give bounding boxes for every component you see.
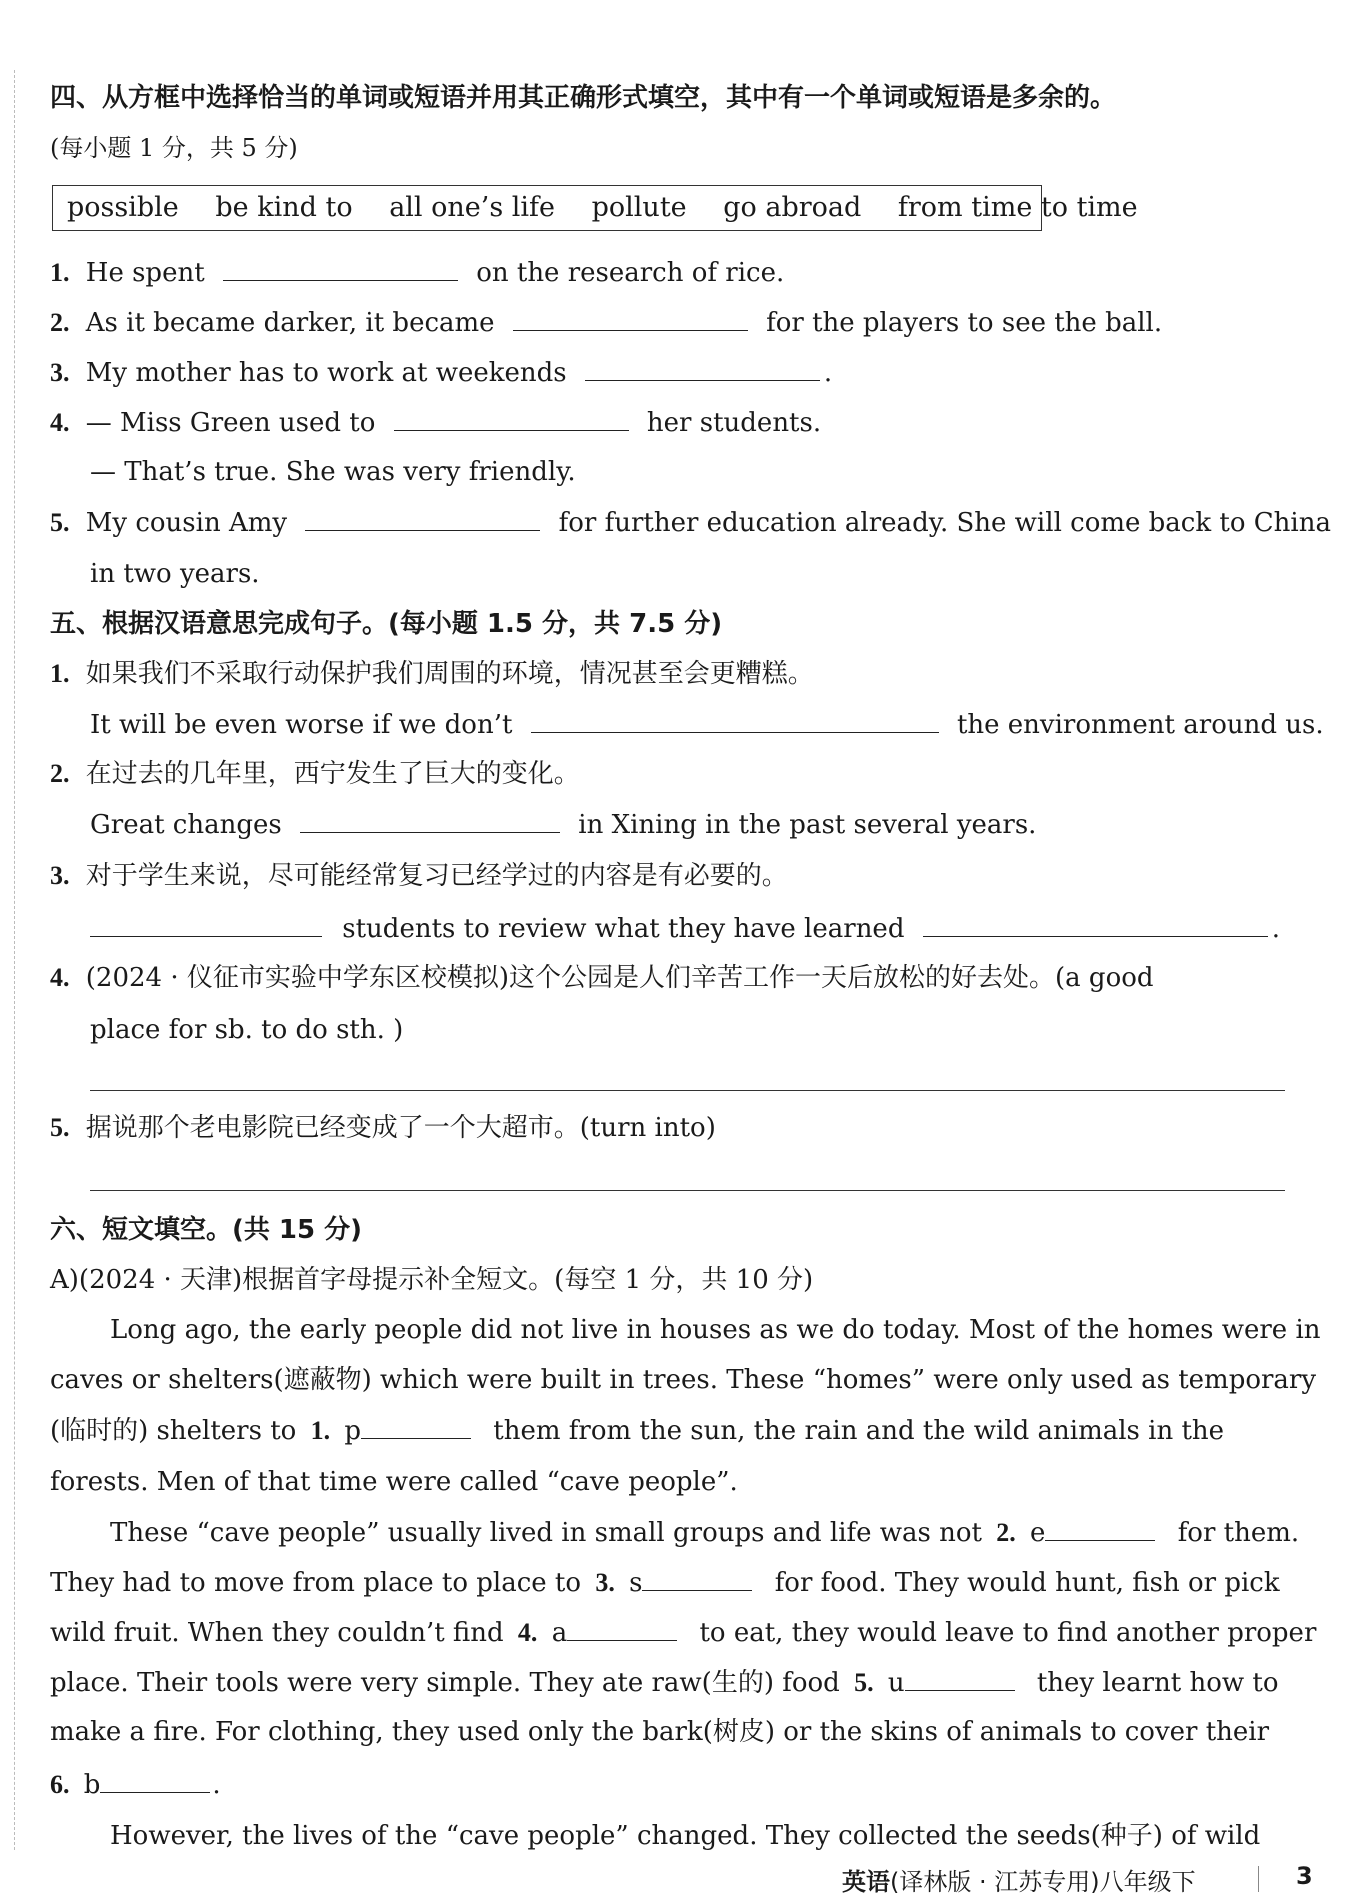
s5-question-3-en: students to review what they have learned . xyxy=(90,912,1280,945)
s5-question-1-en: It will be even worse if we don’t the environment around us. xyxy=(90,710,1324,740)
s4-question-5-cont: in two years. xyxy=(90,559,260,589)
section-6-part-a: A)(2024 · 天津)根据首字母提示补全短文。(每空 1 分，共 10 分) xyxy=(50,1265,814,1295)
passage-line: place. Their tools were very simple. They ate raw(生的) food 5. u they learnt how to xyxy=(50,1668,1279,1698)
passage-line: However, the lives of the “cave people” changed. They collected the seeds(种子) of wild xyxy=(110,1821,1261,1851)
word-option: go abroad xyxy=(723,192,862,223)
s4-question-1: 1. He spent on the research of rice. xyxy=(50,258,785,288)
section-6-title: 六、短文填空。(共 15 分) xyxy=(50,1215,363,1245)
passage-line: Long ago, the early people did not live in houses as we do today. Most of the homes were in xyxy=(110,1315,1321,1345)
s4-question-2: 2. As it became darker, it became for the players to see the ball. xyxy=(50,308,1163,338)
passage-line: forests. Men of that time were called “cave people”. xyxy=(50,1467,738,1497)
s4-question-4: 4. — Miss Green used to her students. xyxy=(50,408,822,438)
passage-line: They had to move from place to place to 3. s for food. They would hunt, fish or pick xyxy=(50,1568,1280,1598)
section-4-score: (每小题 1 分，共 5 分) xyxy=(50,134,298,162)
answer-blank[interactable] xyxy=(100,1768,210,1793)
word-box xyxy=(52,185,1138,231)
answer-blank[interactable] xyxy=(223,256,458,281)
footer-subject: 英语 xyxy=(842,1868,890,1896)
section-4-title: 四、从方框中选择恰当的单词或短语并用其正确形式填空，其中有一个单词或短语是多余的。 xyxy=(50,83,1117,113)
answer-blank[interactable] xyxy=(300,808,560,833)
s5-question-1-cn: 1. 如果我们不采取行动保护我们周围的环境，情况甚至会更糟糕。 xyxy=(50,659,814,689)
word-option: all one’s life xyxy=(389,192,556,223)
passage-line: 6. b . xyxy=(50,1770,221,1800)
answer-blank[interactable] xyxy=(513,306,748,331)
section-5-title: 五、根据汉语意思完成句子。(每小题 1.5 分，共 7.5 分) xyxy=(50,609,723,639)
s5-question-4-cn2: place for sb. to do sth. ) xyxy=(90,1015,404,1045)
word-option: from time to time xyxy=(897,192,1138,223)
margin-rule xyxy=(14,70,15,1850)
s4-question-3: 3. My mother has to work at weekends . xyxy=(50,358,833,388)
s4-question-5: 5. My cousin Amy for further education already. She will come back to China xyxy=(50,508,1331,538)
word-option: possible xyxy=(67,192,179,223)
footer-divider xyxy=(1258,1866,1259,1892)
answer-blank[interactable] xyxy=(361,1414,471,1439)
word-option: be kind to xyxy=(215,192,353,223)
passage-line: make a fire. For clothing, they used only the bark(树皮) or the skins of animals to cover their xyxy=(50,1717,1270,1747)
passage-line: (临时的) shelters to 1. p them from the sun, the rain and the wild animals in the xyxy=(50,1416,1225,1446)
answer-blank[interactable] xyxy=(394,406,629,431)
answer-line[interactable] xyxy=(90,1090,1285,1091)
s5-question-2-cn: 2. 在过去的几年里，西宁发生了巨大的变化。 xyxy=(50,759,580,789)
answer-blank[interactable] xyxy=(585,356,820,381)
word-option: pollute xyxy=(591,192,687,223)
passage-line: caves or shelters(遮蔽物) which were built in trees. These “homes” were only used as temporary xyxy=(50,1365,1317,1395)
s5-question-4-cn: 4. (2024 · 仪征市实验中学东区校模拟)这个公园是人们辛苦工作一天后放松的好去处。(a good xyxy=(50,963,1154,993)
answer-blank[interactable] xyxy=(90,912,322,937)
s4-question-4-reply: — That’s true. She was very friendly. xyxy=(90,457,576,487)
answer-blank[interactable] xyxy=(567,1616,677,1641)
s5-question-2-en: Great changes in Xining in the past several years. xyxy=(90,810,1037,840)
page-number: 3 xyxy=(1296,1862,1313,1890)
answer-blank[interactable] xyxy=(305,506,540,531)
answer-blank[interactable] xyxy=(642,1566,752,1591)
answer-blank[interactable] xyxy=(1045,1516,1155,1541)
footer-edition: (译林版 · 江苏专用)八年级下 xyxy=(890,1868,1196,1896)
answer-blank[interactable] xyxy=(905,1666,1015,1691)
answer-blank[interactable] xyxy=(923,912,1268,937)
s5-question-5-cn: 5. 据说那个老电影院已经变成了一个大超市。(turn into) xyxy=(50,1113,716,1143)
passage-line: These “cave people” usually lived in small groups and life was not 2. e for them. xyxy=(110,1518,1300,1548)
answer-line[interactable] xyxy=(90,1190,1285,1191)
answer-blank[interactable] xyxy=(531,708,939,733)
footer-book-title xyxy=(842,1862,1196,1897)
passage-line: wild fruit. When they couldn’t find 4. a to eat, they would leave to find another proper xyxy=(50,1618,1317,1648)
s5-question-3-cn: 3. 对于学生来说，尽可能经常复习已经学过的内容是有必要的。 xyxy=(50,861,788,891)
